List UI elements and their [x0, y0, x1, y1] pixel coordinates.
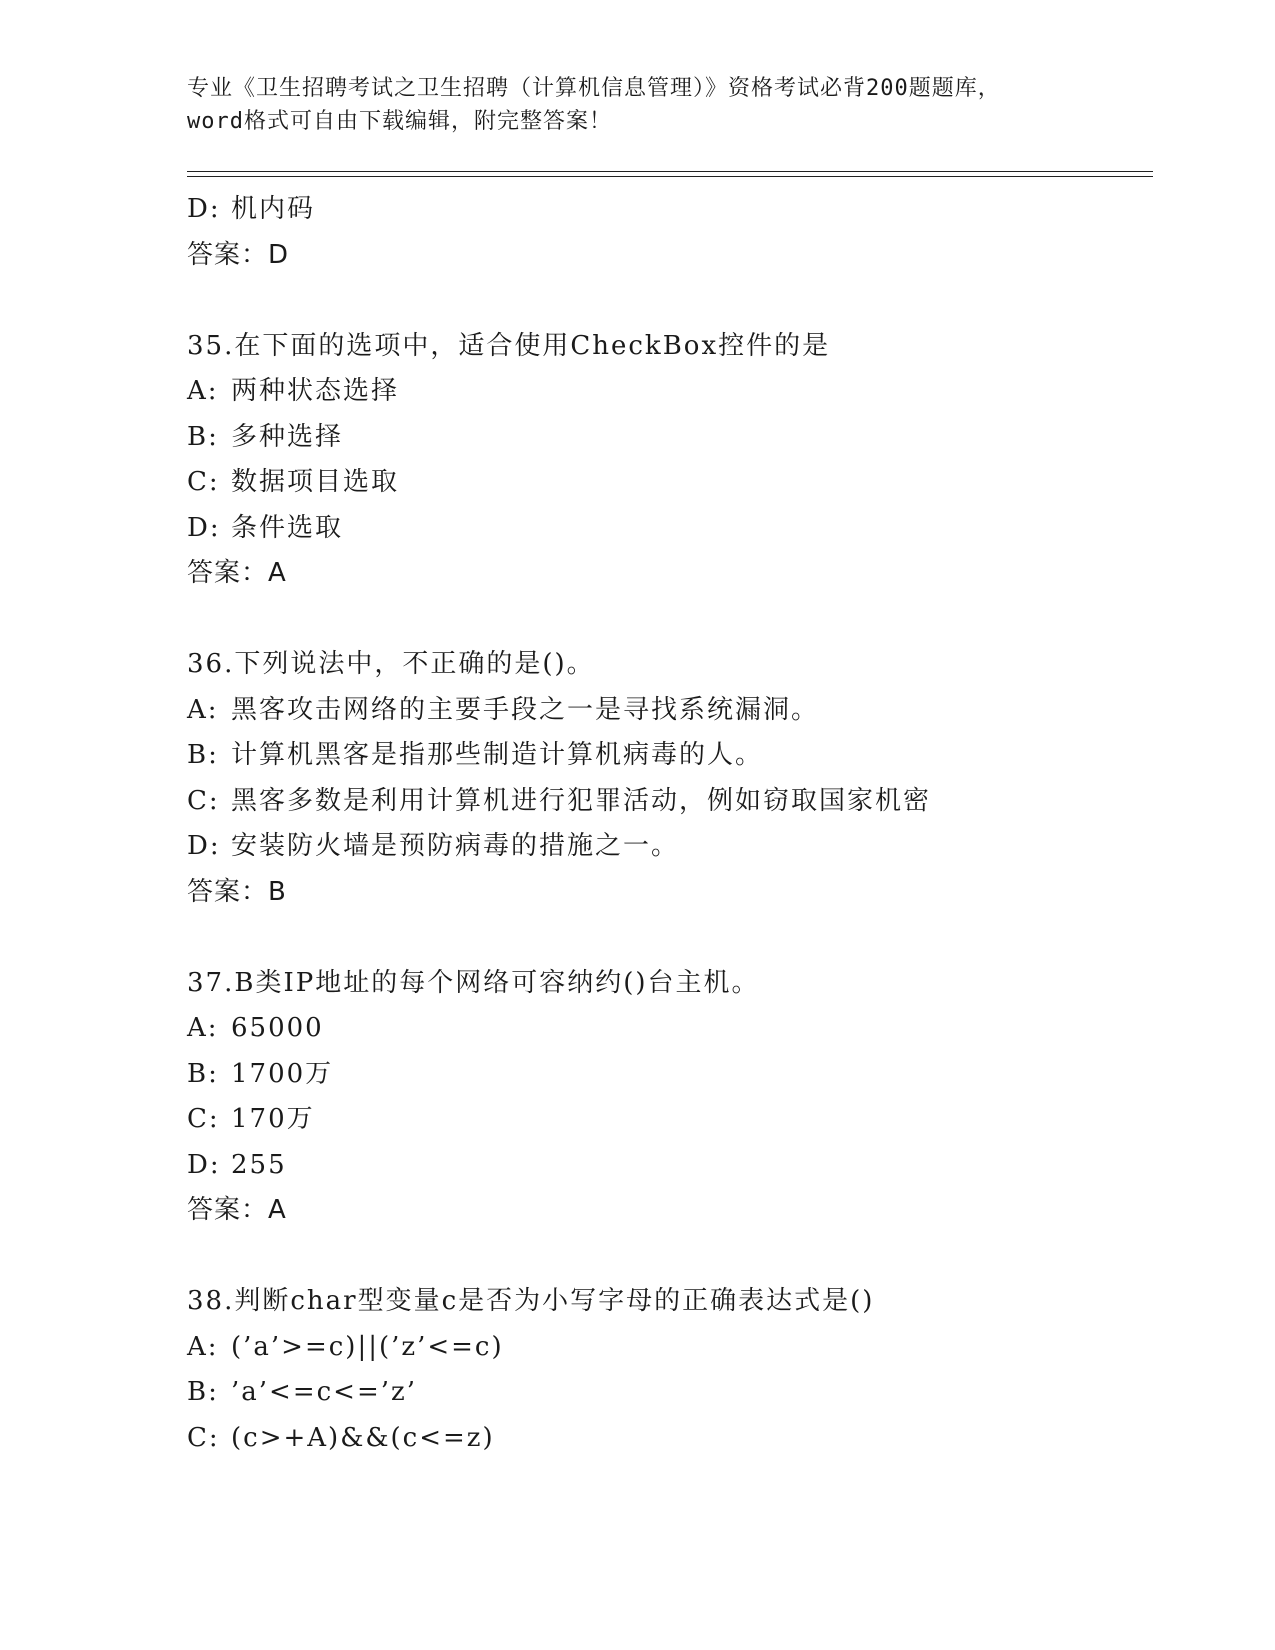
option-text: 黑客攻击网络的主要手段之一是寻找系统漏洞。 [231, 694, 820, 725]
option-b [187, 1052, 1147, 1098]
question-text: 38.判断char型变量c是否为小写字母的正确表达式是() [187, 1286, 875, 1316]
option-letter: D: [187, 194, 221, 224]
question-text: 35.在下面的选项中，适合使用CheckBox控件的是 [187, 330, 831, 361]
option-d [187, 187, 1147, 233]
option-letter: A: [187, 694, 219, 725]
option-letter: C: [187, 467, 220, 497]
option-letter: B: [187, 1377, 219, 1407]
option-c [187, 1416, 1147, 1462]
option-text: (c>+A)&&(c<=z) [231, 1422, 495, 1453]
option-text: 1700万 [231, 1058, 334, 1089]
header-title-line-1: 专业《卫生招聘考试之卫生招聘（计算机信息管理）》资格考试必背200题题库， [187, 76, 1001, 101]
option-text: 机内码 [231, 194, 316, 224]
question-block [187, 642, 1147, 915]
option-text: 黑客多数是利用计算机进行犯罪活动，例如窃取国家机密 [231, 785, 932, 816]
answer-line: 答案：A [187, 1195, 287, 1225]
option-d [187, 506, 1147, 552]
question-text: 37.B类IP地址的每个网络可容纳约()台主机。 [187, 967, 760, 998]
option-letter: C: [187, 785, 220, 816]
option-d [187, 824, 1147, 870]
question-block [187, 1279, 1147, 1461]
option-text: 计算机黑客是指那些制造计算机病毒的人。 [231, 740, 764, 770]
answer-line: 答案：A [187, 558, 287, 588]
option-text: (’a’>=c)||(’z’<=c) [231, 1331, 504, 1362]
option-d [187, 1143, 1147, 1189]
option-text: 安装防火墙是预防病毒的措施之一。 [231, 831, 680, 861]
option-letter: D: [187, 1149, 221, 1180]
answer-line: 答案：B [187, 876, 287, 907]
option-letter: B: [187, 1058, 219, 1089]
document-header [187, 72, 1087, 138]
option-text: 255 [231, 1149, 287, 1180]
option-b [187, 733, 1147, 779]
spacer [187, 278, 1147, 324]
option-a [187, 369, 1147, 415]
option-letter: D: [187, 512, 221, 543]
option-letter: A: [187, 1331, 219, 1362]
option-letter: B: [187, 740, 219, 770]
header-title-line-2: word格式可自由下载编辑，附完整答案！ [187, 109, 612, 134]
header-divider-top [187, 171, 1153, 172]
option-text: 65000 [231, 1013, 324, 1043]
option-text: 两种状态选择 [231, 376, 400, 406]
spacer [187, 1234, 1147, 1280]
option-letter: A: [187, 376, 219, 406]
spacer [187, 915, 1147, 961]
option-b [187, 415, 1147, 461]
header-divider-bottom [187, 176, 1153, 177]
option-c [187, 779, 1147, 825]
option-text: 数据项目选取 [231, 467, 400, 497]
question-block [187, 961, 1147, 1234]
question-list [187, 187, 1147, 1461]
option-text: 条件选取 [231, 512, 344, 543]
option-letter: C: [187, 1422, 220, 1453]
option-letter: D: [187, 831, 221, 861]
option-c [187, 1097, 1147, 1143]
question-text: 36.下列说法中，不正确的是()。 [187, 649, 595, 679]
option-letter: C: [187, 1104, 220, 1134]
option-letter: A: [187, 1013, 219, 1043]
option-text: 170万 [231, 1104, 315, 1134]
question-block [187, 324, 1147, 597]
option-a [187, 1325, 1147, 1371]
option-letter: B: [187, 421, 219, 452]
option-c [187, 460, 1147, 506]
option-b [187, 1370, 1147, 1416]
option-text: ’a’<=c<=’z’ [231, 1377, 417, 1407]
option-a [187, 1006, 1147, 1052]
question-block [187, 187, 1147, 278]
answer-line: 答案：D [187, 239, 290, 270]
spacer [187, 597, 1147, 643]
option-a [187, 688, 1147, 734]
option-text: 多种选择 [231, 421, 344, 452]
